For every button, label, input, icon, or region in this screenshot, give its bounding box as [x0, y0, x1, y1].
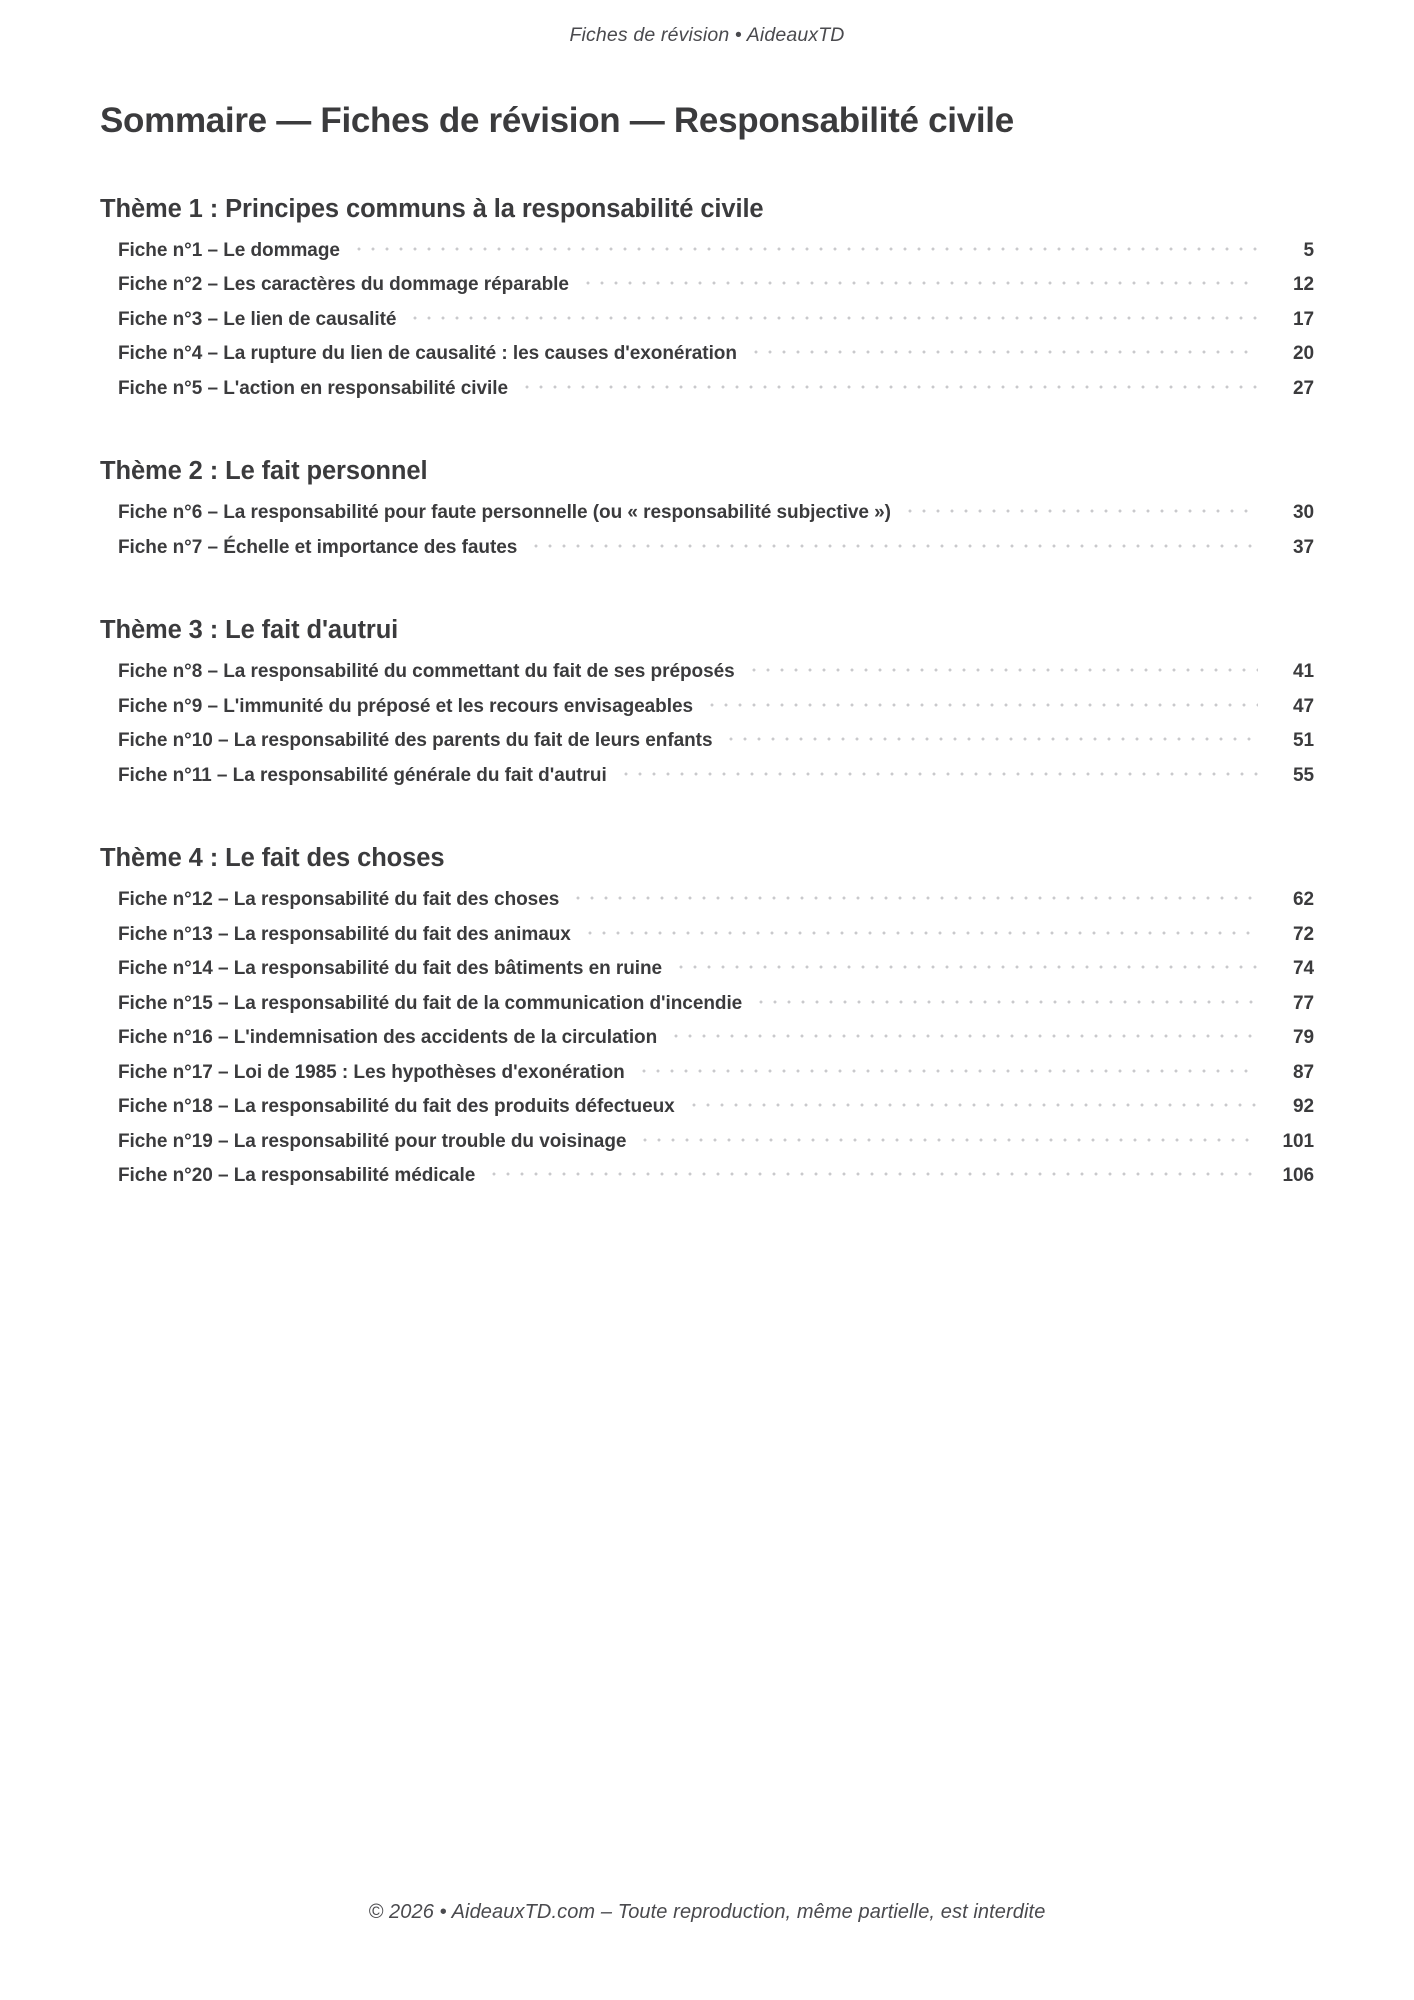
toc-theme [100, 456, 1314, 571]
toc-entry-label: Fiche n°5 – L'action en responsabilité civile [118, 377, 508, 399]
page-title: Sommaire — Fiches de révision — Responsabilité civile [100, 101, 1014, 140]
toc-entry-leader-dots [520, 384, 1258, 390]
toc-entry[interactable] [100, 889, 1314, 924]
toc-entry-page-number: 47 [1292, 695, 1314, 717]
toc-entry-label: Fiche n°6 – La responsabilité pour faute personnelle (ou « responsabilité subjective ») [118, 502, 891, 524]
toc-entry-label: Fiche n°15 – La responsabilité du fait de la communication d'incendie [118, 992, 743, 1014]
toc-entry[interactable] [100, 1165, 1314, 1200]
toc-entry[interactable] [100, 993, 1314, 1028]
toc-entry-label: Fiche n°8 – La responsabilité du commettant du fait de ses préposés [118, 661, 735, 683]
toc-entry-page-number: 55 [1292, 764, 1314, 786]
toc-entry-label: Fiche n°2 – Les caractères du dommage réparable [118, 274, 569, 296]
toc-entry[interactable] [100, 343, 1314, 378]
toc-entry-leader-dots [637, 1068, 1258, 1074]
toc-entry-leader-dots [581, 280, 1258, 286]
toc-entry[interactable] [100, 1131, 1314, 1166]
toc-entry-leader-dots [571, 895, 1258, 901]
toc-entry-leader-dots [487, 1171, 1258, 1177]
toc-entry[interactable] [100, 661, 1314, 696]
toc-entry-leader-dots [619, 771, 1258, 777]
toc-entry-label: Fiche n°14 – La responsabilité du fait des bâtiments en ruine [118, 958, 663, 979]
toc-entry[interactable] [100, 274, 1314, 309]
toc-entry-label: Fiche n°7 – Échelle et importance des fautes [118, 536, 518, 558]
toc-entry-leader-dots [669, 1033, 1258, 1039]
toc-entry-list [100, 240, 1314, 413]
toc-entry-page-number: 77 [1292, 992, 1314, 1014]
toc-entry-label: Fiche n°10 – La responsabilité des parents du fait de leurs enfants [118, 730, 713, 752]
toc-theme-title: Thème 4 : Le fait des choses [100, 844, 445, 873]
toc-entry-leader-dots [705, 702, 1258, 708]
toc-entry[interactable] [100, 696, 1314, 731]
toc-entry-leader-dots [724, 736, 1258, 742]
toc-entry-leader-dots [687, 1102, 1258, 1108]
toc-entry-page-number: 106 [1282, 1165, 1314, 1186]
toc-entry-page-number: 5 [1303, 239, 1314, 261]
toc-theme-title: Thème 2 : Le fait personnel [100, 457, 428, 486]
toc-entry-leader-dots [747, 667, 1258, 673]
toc-theme [100, 194, 1314, 412]
toc-entry-leader-dots [754, 999, 1258, 1005]
toc-entry-leader-dots [583, 930, 1258, 936]
table-of-contents [100, 194, 1314, 1200]
toc-entry[interactable] [100, 378, 1314, 413]
toc-entry-page-number: 79 [1292, 1027, 1314, 1048]
toc-entry-leader-dots [903, 508, 1258, 514]
toc-entry-page-number: 101 [1282, 1130, 1314, 1152]
toc-entry-leader-dots [638, 1137, 1258, 1143]
toc-entry-label: Fiche n°9 – L'immunité du préposé et les recours envisageables [118, 695, 693, 717]
toc-entry-page-number: 87 [1292, 1061, 1314, 1083]
toc-entry-page-number: 20 [1292, 343, 1314, 365]
toc-entry-leader-dots [674, 964, 1258, 970]
toc-theme-title: Thème 3 : Le fait d'autrui [100, 616, 399, 645]
toc-entry-label: Fiche n°3 – Le lien de causalité [118, 308, 397, 330]
toc-entry-label: Fiche n°17 – Loi de 1985 : Les hypothèses d'exonération [118, 1061, 625, 1083]
toc-entry-page-number: 92 [1292, 1096, 1314, 1117]
toc-entry[interactable] [100, 1096, 1314, 1131]
toc-entry-leader-dots [408, 315, 1258, 321]
toc-entry-page-number: 72 [1292, 923, 1314, 945]
toc-entry-page-number: 51 [1292, 730, 1314, 752]
toc-entry-label: Fiche n°19 – La responsabilité pour trouble du voisinage [118, 1130, 627, 1152]
toc-entry-page-number: 62 [1292, 889, 1314, 910]
footer-copyright: © 2026 • AideauxTD.com – Toute reproduction, même partielle, est interdite [368, 1901, 1046, 1923]
toc-entry-leader-dots [352, 246, 1258, 252]
toc-entry-page-number: 37 [1292, 536, 1314, 558]
toc-entry-page-number: 30 [1292, 502, 1314, 524]
toc-entry-leader-dots [749, 349, 1258, 355]
toc-entry[interactable] [100, 309, 1314, 344]
toc-theme-title: Thème 1 : Principes communs à la responsabilité civile [100, 195, 764, 223]
toc-entry-label: Fiche n°18 – La responsabilité du fait des produits défectueux [118, 1096, 675, 1117]
toc-entry[interactable] [100, 924, 1314, 959]
toc-entry[interactable] [100, 537, 1314, 572]
toc-entry[interactable] [100, 1027, 1314, 1062]
running-header: Fiches de révision • AideauxTD [569, 24, 845, 46]
toc-entry-leader-dots [529, 543, 1258, 549]
toc-entry[interactable] [100, 730, 1314, 765]
toc-entry-label: Fiche n°12 – La responsabilité du fait des choses [118, 889, 560, 910]
toc-entry-page-number: 17 [1292, 308, 1314, 330]
toc-entry-label: Fiche n°13 – La responsabilité du fait des animaux [118, 923, 571, 945]
toc-entry-label: Fiche n°11 – La responsabilité générale du fait d'autrui [118, 764, 607, 786]
toc-entry-page-number: 12 [1292, 274, 1314, 296]
toc-entry-label: Fiche n°1 – Le dommage [118, 239, 340, 261]
toc-entry-page-number: 74 [1292, 958, 1314, 979]
toc-theme [100, 615, 1314, 799]
toc-entry-page-number: 27 [1292, 377, 1314, 399]
toc-entry[interactable] [100, 958, 1314, 993]
toc-entry-list [100, 889, 1314, 1200]
toc-entry-list [100, 661, 1314, 799]
toc-entry[interactable] [100, 765, 1314, 800]
toc-entry-label: Fiche n°4 – La rupture du lien de causalité : les causes d'exonération [118, 343, 737, 365]
toc-entry[interactable] [100, 1062, 1314, 1097]
toc-theme [100, 843, 1314, 1199]
toc-entry-page-number: 41 [1292, 661, 1314, 683]
toc-entry[interactable] [100, 502, 1314, 537]
toc-entry-list [100, 502, 1314, 571]
toc-entry-label: Fiche n°16 – L'indemnisation des accidents de la circulation [118, 1027, 658, 1048]
toc-entry-label: Fiche n°20 – La responsabilité médicale [118, 1165, 476, 1186]
toc-entry[interactable] [100, 240, 1314, 275]
